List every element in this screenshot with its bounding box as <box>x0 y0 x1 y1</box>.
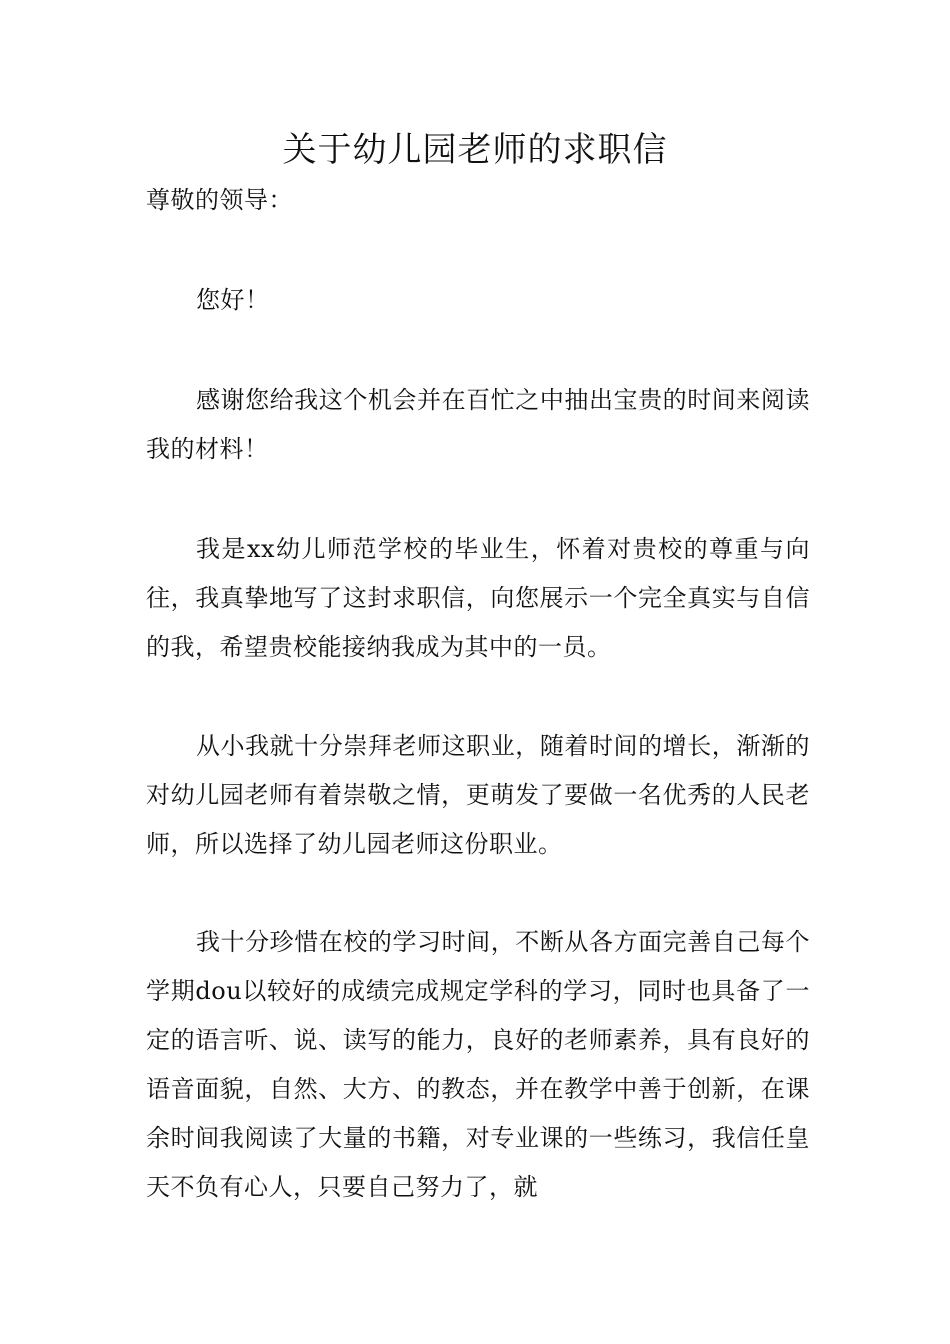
document-title: 关于幼儿园老师的求职信 <box>282 130 668 170</box>
greeting: 尊敬的领导： <box>146 186 293 214</box>
paragraph-study: 我十分珍惜在校的学习时间，不断从各方面完善自己每个学期dou以较好的成绩完成规定学科的学习，同时也具备了一定的语言听、说、读写的能力，良好的老师素养，具有良好的语音面貌，自然、大方、的教态，并在教学中善于创新，在课余时间我阅读了大量的书籍，对专业课的一些练习，我信任皇天不负有心人，只要自己努力了，就 <box>146 928 810 1201</box>
paragraph-hello: 您好！ <box>196 286 270 314</box>
paragraph-motivation: 从小我就十分崇拜老师这职业，随着时间的增长，渐渐的对幼儿园老师有着崇敬之情，更萌发了要做一名优秀的人民老师，所以选择了幼儿园老师这份职业。 <box>146 732 810 858</box>
paragraph-introduction: 我是xx幼儿师范学校的毕业生，怀着对贵校的尊重与向往，我真挚地写了这封求职信，向您展示一个完全真实与自信的我，希望贵校能接纳我成为其中的一员。 <box>146 535 810 661</box>
paragraph-thanks: 感谢您给我这个机会并在百忙之中抽出宝贵的时间来阅读我的材料！ <box>146 386 810 463</box>
